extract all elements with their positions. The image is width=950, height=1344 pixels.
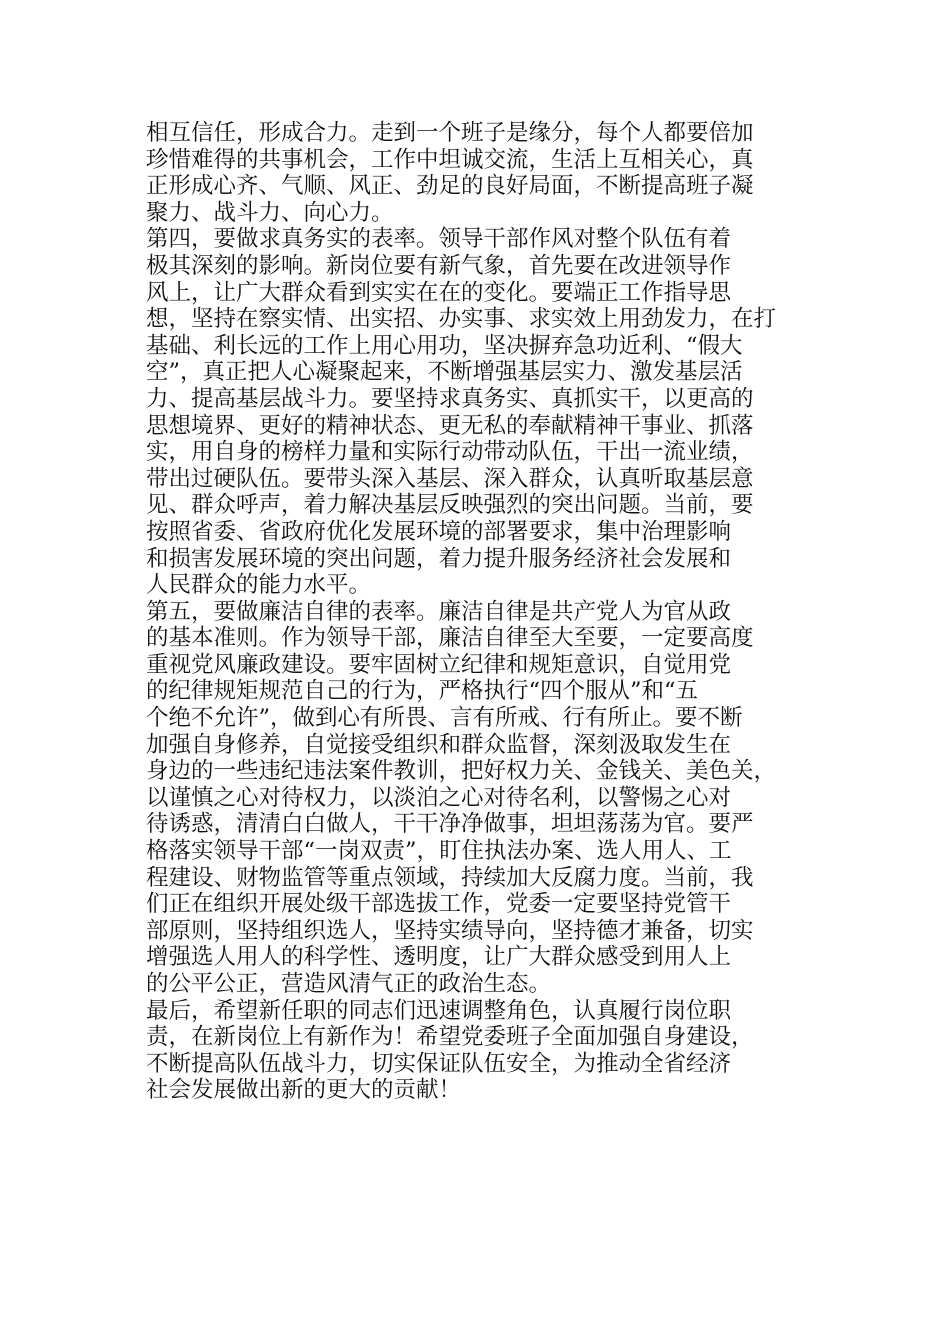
text-line: 实，用自身的榜样力量和实际行动带动队伍，干出一流业绩， [146,439,754,466]
text-line: 以谨慎之心对待权力，以淡泊之心对待名利，以警惕之心对 [146,784,732,811]
text-line: 空”，真正把人心凝聚起来，不断增强基层实力、激发基层活 [146,359,743,386]
text-line: 思想境界、更好的精神状态、更无私的奉献精神干事业、抓落 [146,412,754,439]
text-line: 的基本准则。作为领导干部，廉洁自律至大至要，一定要高度 [146,625,754,652]
text-line: 格落实领导干部“一岗双责”，盯住执法办案、选人用人、工 [146,838,732,865]
text-line: 极其深刻的影响。新岗位要有新气象，首先要在改进领导作 [146,252,732,279]
text-line: 责，在新岗位上有新作为！希望党委班子全面加强自身建设， [146,1024,754,1051]
text-line: 最后，希望新任职的同志们迅速调整角色，认真履行岗位职 [146,997,732,1024]
text-line: 相互信任，形成合力。走到一个班子是缘分，每个人都要倍加 [146,120,754,146]
text-line: 们正在组织开展处级干部选拔工作，党委一定要坚持党管干 [146,891,732,918]
body-text [146,120,806,1104]
text-line: 基础、利长远的工作上用心用功，坚决摒弃急功近利、“假大 [146,332,743,359]
text-line: 第五，要做廉洁自律的表率。廉洁自律是共产党人为官从政 [146,598,732,625]
text-line: 加强自身修养，自觉接受组织和群众监督，深刻汲取发生在 [146,731,732,758]
text-line: 的公平公正，营造风清气正的政治生态。 [146,971,552,997]
text-line: 部原则，坚持组织选人，坚持实绩导向，坚持德才兼备，切实 [146,917,754,944]
text-line: 和损害发展环境的突出问题，着力提升服务经济社会发展和 [146,545,732,572]
text-line: 个绝不允许”，做到心有所畏、言有所戒、行有所止。要不断 [146,705,743,732]
text-line: 增强选人用人的科学性、透明度，让广大群众感受到用人上 [146,944,732,971]
text-line: 正形成心齐、气顺、风正、劲足的良好局面，不断提高班子凝 [146,173,754,200]
text-line: 风上，让广大群众看到实实在在的变化。要端正工作指导思 [146,279,732,306]
text-line: 见、群众呼声，着力解决基层反映强烈的突出问题。当前，要 [146,492,754,519]
text-line: 带出过硬队伍。要带头深入基层、深入群众，认真听取基层意 [146,465,754,492]
text-line: 重视党风廉政建设。要牢固树立纪律和规矩意识，自觉用党 [146,651,732,678]
text-line: 珍惜难得的共事机会，工作中坦诚交流，生活上互相关心，真 [146,146,754,173]
text-line: 待诱惑，清清白白做人，干干净净做事，坦坦荡荡为官。要严 [146,811,754,838]
text-line: 身边的一些违纪违法案件教训，把好权力关、金钱关、美色关， [146,758,777,785]
text-line: 聚力、战斗力、向心力。 [146,199,394,226]
text-line: 社会发展做出新的更大的贡献！ [146,1077,462,1104]
text-line: 第四，要做求真务实的表率。领导干部作风对整个队伍有着 [146,226,732,253]
text-line: 人民群众的能力水平。 [146,572,372,599]
text-line: 力、提高基层战斗力。要坚持求真务实、真抓实干，以更高的 [146,385,754,412]
text-line: 程建设、财物监管等重点领域，持续加大反腐力度。当前，我 [146,864,754,891]
text-line: 不断提高队伍战斗力，切实保证队伍安全，为推动全省经济 [146,1050,732,1077]
text-line: 想，坚持在察实情、出实招、办实事、求实效上用劲发力，在打 [146,306,777,333]
text-line: 的纪律规矩规范自己的行为，严格执行“四个服从”和“五 [146,678,699,705]
text-line: 按照省委、省政府优化发展环境的部署要求，集中治理影响 [146,518,732,545]
